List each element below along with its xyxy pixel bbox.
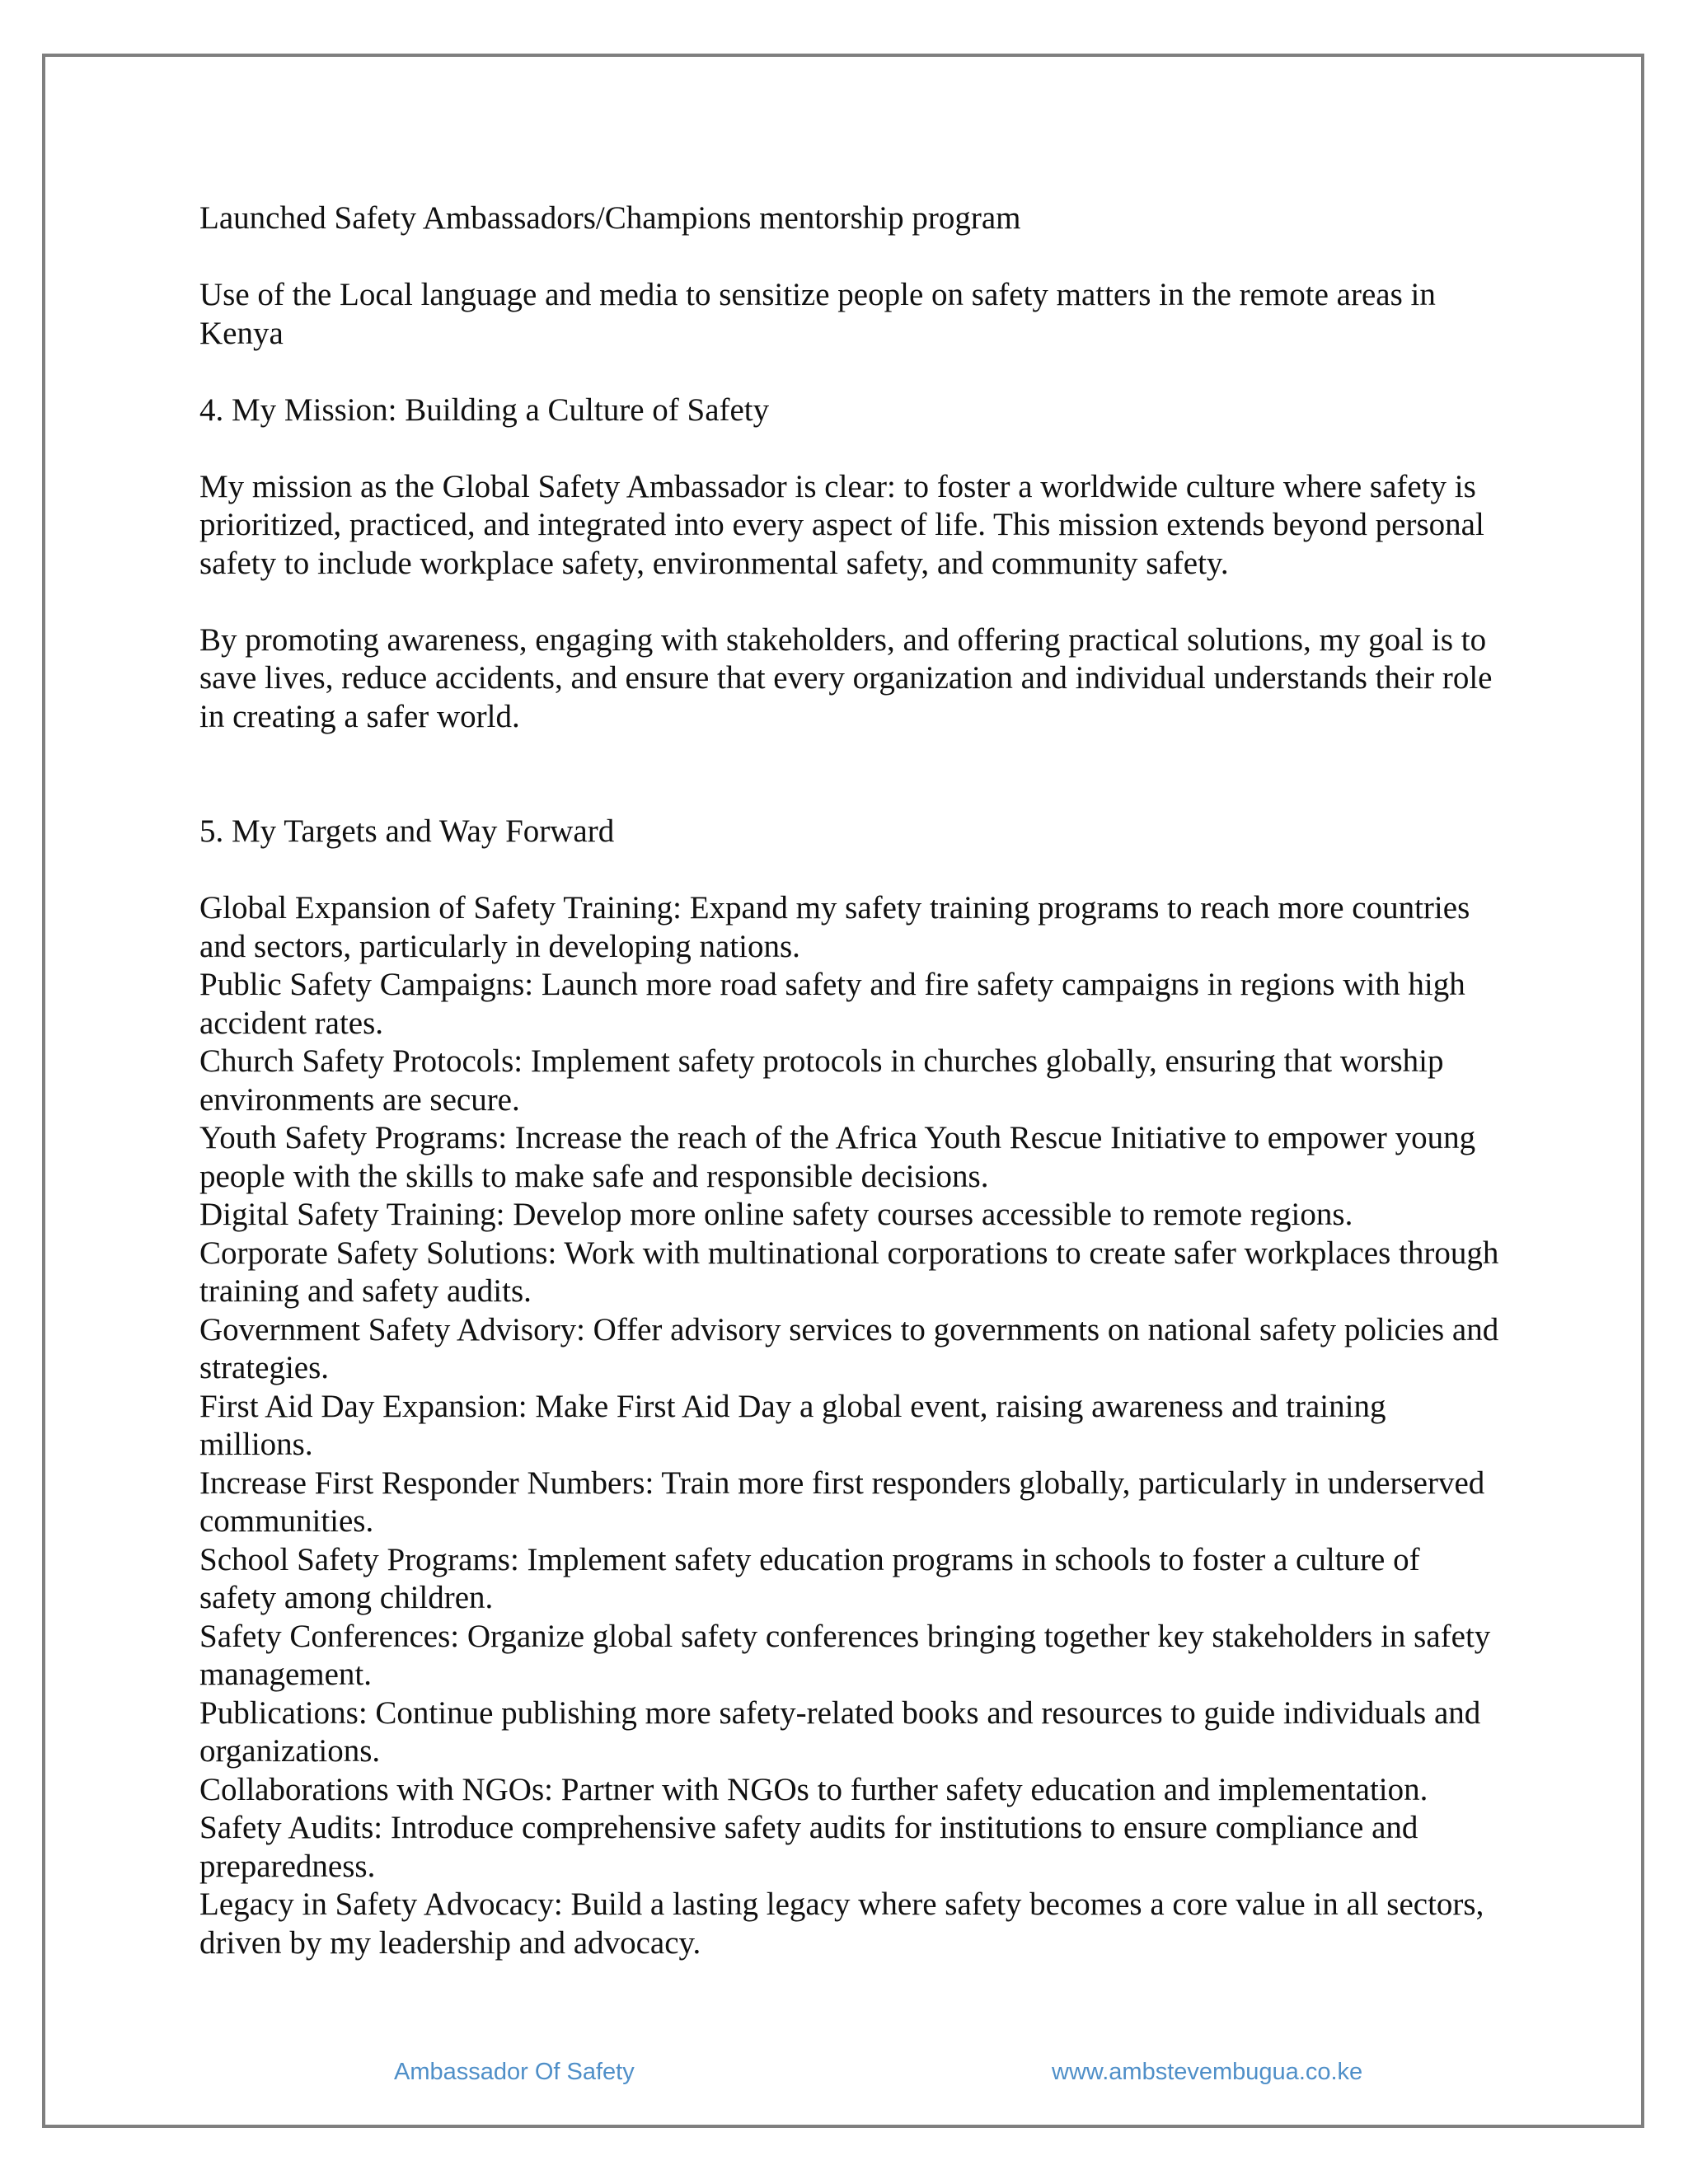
targets-list [199, 889, 1502, 1962]
footer-website-link[interactable]: www.ambstevembugua.co.ke [1052, 2059, 1363, 2085]
intro-paragraph-1: Launched Safety Ambassadors/Champions mentorship program [199, 200, 1021, 236]
target-item: Safety Audits: Introduce comprehensive safety audits for institutions to ensure compliance and preparedness. [199, 1810, 1418, 1884]
target-item: Legacy in Safety Advocacy: Build a lasting legacy where safety becomes a core value in all sectors, driven by my leadership and advocacy. [199, 1886, 1484, 1961]
target-item: Global Expansion of Safety Training: Expand my safety training programs to reach more countries and sectors, particularly in developing nations. [199, 890, 1470, 964]
target-item: Increase First Responder Numbers: Train more first responders globally, particularly in underserved communities. [199, 1465, 1485, 1539]
target-item: Government Safety Advisory: Offer advisory services to governments on national safety policies and strategies. [199, 1311, 1499, 1385]
mission-heading: 4. My Mission: Building a Culture of Safety [199, 391, 770, 428]
mission-paragraph-1: My mission as the Global Safety Ambassador is clear: to foster a worldwide culture where safety is prioritized, practiced, and integrated into every aspect of life. This mission extends beyond personal safety to include workplace safety, environmental safety, and community safety. [199, 468, 1484, 581]
target-item: Corporate Safety Solutions: Work with multinational corporations to create safer workplaces through training and safety audits. [199, 1235, 1499, 1309]
target-item: First Aid Day Expansion: Make First Aid Day a global event, raising awareness and training millions. [199, 1388, 1386, 1462]
document-body [199, 199, 1502, 1962]
targets-heading: 5. My Targets and Way Forward [199, 813, 615, 849]
target-item: Publications: Continue publishing more safety-related books and resources to guide individuals and organizations. [199, 1694, 1481, 1769]
target-item: Digital Safety Training: Develop more online safety courses accessible to remote regions. [199, 1197, 1353, 1232]
target-item: Youth Safety Programs: Increase the reach of the Africa Youth Rescue Initiative to empower young people with the skills to make safe and responsible decisions. [199, 1120, 1476, 1194]
target-item: Church Safety Protocols: Implement safety protocols in churches globally, ensuring that worship environments are secure. [199, 1043, 1444, 1118]
footer-title: Ambassador Of Safety [394, 2059, 635, 2085]
target-item: School Safety Programs: Implement safety education programs in schools to foster a culture of safety among children. [199, 1541, 1420, 1615]
target-item: Safety Conferences: Organize global safety conferences bringing together key stakeholders in safety management. [199, 1618, 1491, 1692]
target-item: Collaborations with NGOs: Partner with NGOs to further safety education and implementation. [199, 1771, 1428, 1807]
intro-paragraph-2: Use of the Local language and media to sensitize people on safety matters in the remote areas in Kenya [199, 277, 1436, 351]
target-item: Public Safety Campaigns: Launch more road safety and fire safety campaigns in regions with high accident rates. [199, 967, 1465, 1041]
mission-paragraph-2: By promoting awareness, engaging with stakeholders, and offering practical solutions, my goal is to save lives, reduce accidents, and ensure that every organization and individual understands their role in creating a safer world. [199, 621, 1493, 734]
